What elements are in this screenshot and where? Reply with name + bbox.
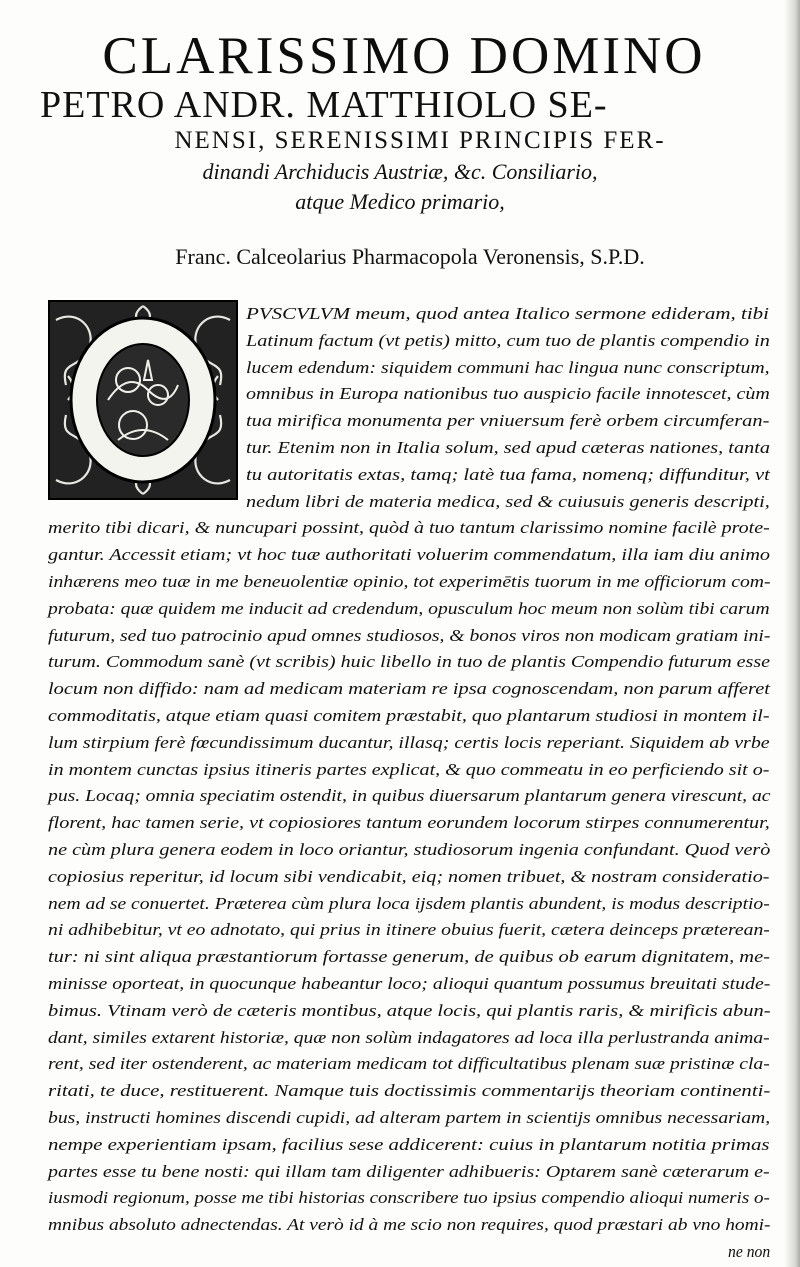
body-line: futurum, sed tuo patrocinio apud omnes studiosos, & bonos viros non modicam gratiam ini- [48,625,771,645]
body-line: mnibus absoluto adnectendas. At verò id à me scio non requires, quod præstari ab vno homi- [48,1215,771,1235]
body-line: turum. Commodum sanè (vt scribis) huic libello in tuo de plantis Compendio futurum esse [48,652,771,672]
heading-line-5: atque Medico primario, [295,189,505,214]
body-line: iusmodi regionum, posse me tibi historias conscribere tuo ipsius compendio alioqui numeris o- [48,1188,770,1208]
body-line: ne cùm plura genera eodem in loco oriantur, studiosorum ingenia confundant. Quod verò [48,840,771,859]
salutation: Franc. Calceolarius Pharmacopola Veronensis, S.P.D. [175,244,645,269]
body-line: tu autoritatis extas, tamq; latè tua fama, nomenq; diffunditur, vt [246,464,770,484]
body-line: pus. Locaq; omnia speciatim ostendit, in quibus diuersarum plantarum genera virescunt, ac [48,786,771,806]
body-line: ne non [728,1242,771,1261]
decorated-initial-o [48,300,238,500]
body-line: bimus. Vtinam verò de cæteris montibus, atque locis, qui plantis raris, & mirificis abun- [48,1000,771,1020]
heading-line-3: NENSI, SERENISSIMI PRINCIPIS FER- [174,127,666,154]
body-line: ritati, te duce, restituerent. Namque tuis doctissimis commentarijs theoriam continenti- [48,1081,771,1101]
body-line: tua mirifica monumenta per vniuersum ferè orbem circumferan- [246,411,770,431]
body-line: nedum libri de materia medica, sed & cuiusuis generis descripti, [246,491,770,511]
body-line: tur: ni sint aliqua præstantiorum fortasse generum, de quibus ob earum dignitatem, me- [48,947,770,967]
body-line: rent, sed iter ostenderent, ac materiam medicam tot difficultatibus plenam suæ pristinæ cla- [48,1054,770,1074]
body-line: bus, instructi homines discendi cupidi, ad alteram partem in scientijs omnibus necessariam, [48,1108,771,1127]
body-line: partes esse tu bene nosti: qui illam tam diligenter adhibueris: Optarem sanè cæterarum e- [48,1161,770,1181]
body-line: nem ad se conuertet. Præterea cùm plura loca ijsdem plantis abundent, is modus descriptio- [48,893,770,913]
body-line: gantur. Accessit etiam; vt hoc tuæ authoritati voluerim commendatum, illa iam diu animo [48,545,771,565]
body-line: inhærens meo tuæ in me beneuolentiæ opinio, tot experimētis tuorum in me officiorum com- [48,572,771,591]
body-line: florent, hac tamen serie, vt copiosiores tantum eorundem locorum stirpes connumerentur, [48,813,770,833]
body-line: minisse oporteat, in quocunque habeantur loco; alioqui quantum possumus breuitati stude- [48,974,771,993]
body-line: PVSCVLVM meum, quod antea Italico sermone edideram, tibi [246,304,769,323]
body-line: ni adhibebitur, vt eo adnotato, qui prius in itinere obuius fuerit, cætera deinceps præterean- [48,920,770,940]
page-edge-shadow [784,0,800,1267]
heading-line-2: PETRO ANDR. MATTHIOLO SE- [40,84,608,126]
heading-line-4: dinandi Archiducis Austriæ, &c. Consiliario, [202,159,598,184]
body-line: probata: quæ quidem me inducit ad credendum, opusculum hoc meum non solùm tibi carum [48,598,770,618]
body-line: merito tibi dicari, & nuncupari possint, quòd à tuo tantum clarissimo nomine facilè prote- [48,518,770,538]
body-line: lum stirpium ferè fœcundissimum ducantur, illasq; certis locis reperiant. Siquidem ab vrbe [48,732,770,752]
heading-line-1: CLARISSIMO DOMINO [102,27,706,85]
body-line: dant, similes extarent historiæ, quæ non solùm indagatores ad loca illa perlustranda anima- [48,1027,770,1047]
body-line: tur. Etenim non in Italia solum, sed apud cæteras nationes, tanta [246,438,770,457]
body-line: lucem edendum: siquidem communi hac lingua nunc conscriptum, [246,357,770,377]
body-line: copiosius reperitur, id locum sibi vendicabit, eiq; nomen tribuet, & nostram consideratio- [48,866,770,886]
body-line: omnibus in Europa nationibus tuo auspicio facile innotescet, cùm [246,384,770,404]
body-line: Latinum factum (vt petis) mitto, cum tuo de plantis compendio in [246,330,770,350]
body-line: nempe experientiam ipsam, facilius sese addicerent: cuius in plantarum notitia primas [48,1134,770,1154]
body-line: commoditatis, atque etiam quasi comitem præstabit, quo plantarum studiosi in montem il- [48,706,770,725]
body-line: in montem cunctas ipsius itineris partes explicat, & quo commeatu in eo perficiendo sit o- [48,759,770,779]
body-line: locum non diffido: nam ad medicam materiam re ipsa cognoscendam, non parum afferet [48,679,770,699]
